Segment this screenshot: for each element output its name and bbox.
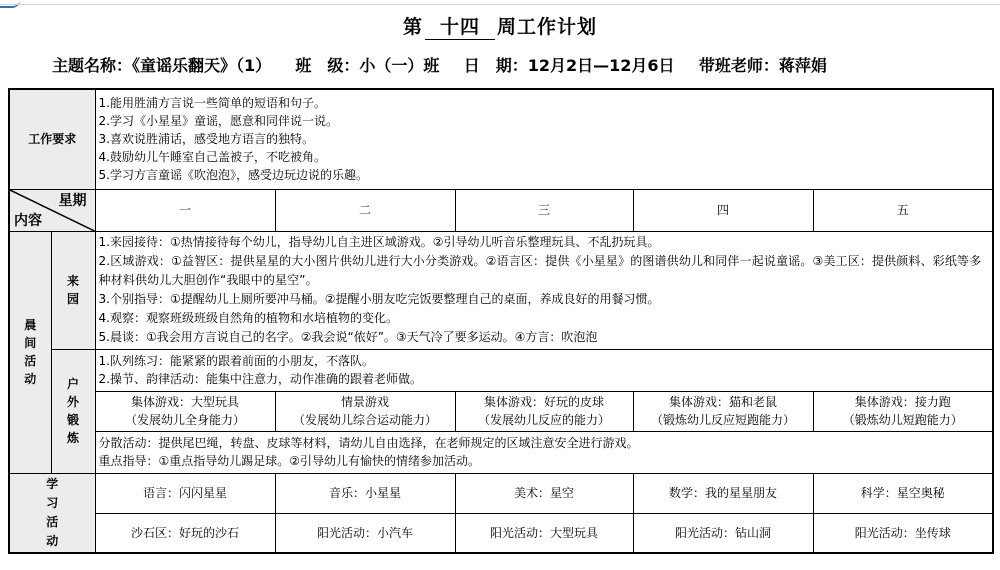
outdoor-exercise-label: [51, 349, 95, 473]
outdoor-intro-row: [9, 349, 993, 391]
day-monday: 一: [95, 189, 275, 231]
corner-content-label: 内容: [14, 212, 42, 229]
learning-activity: 科学：星空奥秘: [813, 473, 993, 513]
arrival-row: [9, 231, 993, 349]
theme-name: 主题名称：《童谣乐翻天》（1）: [52, 56, 272, 75]
learning-activity: 语言：闪闪星星: [95, 473, 275, 513]
game-goal: （发展幼儿反应的能力）: [478, 413, 611, 427]
learning-activities-label: [9, 473, 95, 553]
learning-activity: 阳光活动：大型玩具: [455, 513, 633, 553]
arrival-label: [51, 231, 95, 349]
arrival-item: 3.个别指导：①提醒幼儿上厕所要冲马桶。②提醒小朋友吃完饭要整理自己的桌面，养成良好的用餐习惯。: [98, 292, 660, 306]
game-name: 情景游戏: [341, 395, 390, 409]
outdoor-intro-item: 2.操节、韵律活动：能集中注意力，动作准确的跟着老师做。: [98, 372, 422, 386]
game-goal: （发展幼儿综合运动能力）: [293, 413, 438, 427]
game-name: 集体游戏：好玩的皮球: [484, 395, 605, 409]
learning-activity: 阳光活动：小汽车: [275, 513, 455, 553]
arrival-label-text: 来园: [66, 274, 79, 306]
title-suffix: 周工作计划: [497, 16, 598, 38]
learning-activity: 美术：星空: [455, 473, 633, 513]
learning-activity: 音乐：小星星: [275, 473, 455, 513]
game-goal: （发展幼儿全身能力）: [125, 413, 246, 427]
arrival-item: 1.来园接待：①热情接待每个幼儿，指导幼儿自主进区域游戏。②引导幼儿听音乐整理玩具、不乱扔玩具。: [98, 235, 660, 249]
plan-info-line: [52, 53, 992, 76]
learning-label-text: 学习活动: [46, 476, 59, 548]
day-header-row: [9, 189, 993, 231]
day-wednesday: 三: [455, 189, 633, 231]
morning-activities-label: [9, 231, 51, 473]
arrival-item: 2.区域游戏：①益智区：提供星星的大小图片供幼儿进行大小分类游戏。②语言区：提供《小星星》的图谱供幼儿和同伴一起说童谣。③美工区：提供颜料、彩纸等多种材料供幼儿大胆创作“我眼中的星空”。: [98, 254, 982, 287]
teacher-name: 带班老师：蒋萍娟: [698, 56, 827, 75]
work-requirements-content: [95, 89, 993, 189]
game-cell: [455, 391, 633, 431]
arrival-item: 5.晨谈：①我会用方言说自己的名字。②我会说“侬好”。③天气冷了要多运动。④方言：吹泡泡: [98, 330, 598, 344]
corner-weekday-label: 星期: [58, 192, 87, 209]
game-name: 集体游戏：猫和老鼠: [669, 395, 778, 409]
top-rule: [0, 4, 1000, 5]
requirement-item: 4.鼓励幼儿午睡室自己盖被子，不吃被角。: [98, 150, 326, 165]
day-friday: 五: [813, 189, 993, 231]
weekday-content-corner: [9, 189, 95, 231]
game-cell: [275, 391, 455, 431]
date-range: 日 期：12月2日—12月6日: [463, 56, 675, 75]
title-prefix: 第: [402, 16, 423, 38]
arrival-item: 4.观察：观察班级班级自然角的植物和水培植物的变化。: [98, 311, 398, 325]
requirement-item: 1.能用胜浦方言说一些简单的短语和句子。: [98, 96, 326, 111]
game-goal: （锻炼幼儿短跑能力）: [842, 413, 963, 427]
game-goal: （锻炼幼儿反应短跑能力）: [651, 413, 796, 427]
game-name: 集体游戏：接力跑: [854, 395, 951, 409]
work-requirements-label: 工作要求: [9, 89, 95, 189]
requirement-item: 5.学习方言童谣《吹泡泡》，感受边玩边说的乐趣。: [98, 168, 368, 183]
work-requirements-row: [9, 89, 993, 189]
requirement-item: 3.喜欢说胜浦话，感受地方语言的独特。: [98, 132, 314, 147]
learning-activity: 阳光活动：坐传球: [813, 513, 993, 553]
game-cell: [95, 391, 275, 431]
outdoor-intro-item: 1.队列练习：能紧紧的跟着前面的小朋友，不落队。: [98, 354, 374, 368]
game-name: 集体游戏：大型玩具: [131, 395, 240, 409]
outdoor-notes-row: [9, 431, 993, 473]
outdoor-label-text: 户外锻炼: [66, 377, 79, 445]
day-thursday: 四: [633, 189, 813, 231]
class-name: 班 级：小（一）班: [295, 56, 440, 75]
day-tuesday: 二: [275, 189, 455, 231]
learning-activity: 沙石区：好玩的沙石: [95, 513, 275, 553]
page-title: [0, 12, 1000, 40]
requirement-item: 2.学习《小星星》童谣，愿意和同伴说一说。: [98, 114, 338, 129]
week-number: 十四: [425, 12, 495, 40]
learning-activity: 阳光活动：钻山洞: [633, 513, 813, 553]
outdoor-games-row: [9, 391, 993, 431]
weekly-plan-table: [8, 88, 994, 554]
outdoor-notes: [95, 431, 993, 473]
game-cell: [813, 391, 993, 431]
outdoor-intro: [95, 349, 993, 391]
outdoor-note: 重点指导：①重点指导幼儿踢足球。②引导幼儿有愉快的情绪参加活动。: [98, 454, 481, 468]
arrival-content: [95, 231, 993, 349]
learning-row-1: [9, 473, 993, 513]
game-cell: [633, 391, 813, 431]
outdoor-note: 分散活动：提供尾巴绳，转盘、皮球等材料，请幼儿自由选择，在老师规定的区域注意安全进行游戏。: [98, 436, 639, 450]
learning-row-2: [9, 513, 993, 553]
morning-label-text: 晨间活动: [24, 318, 37, 386]
learning-activity: 数学：我的星星朋友: [633, 473, 813, 513]
